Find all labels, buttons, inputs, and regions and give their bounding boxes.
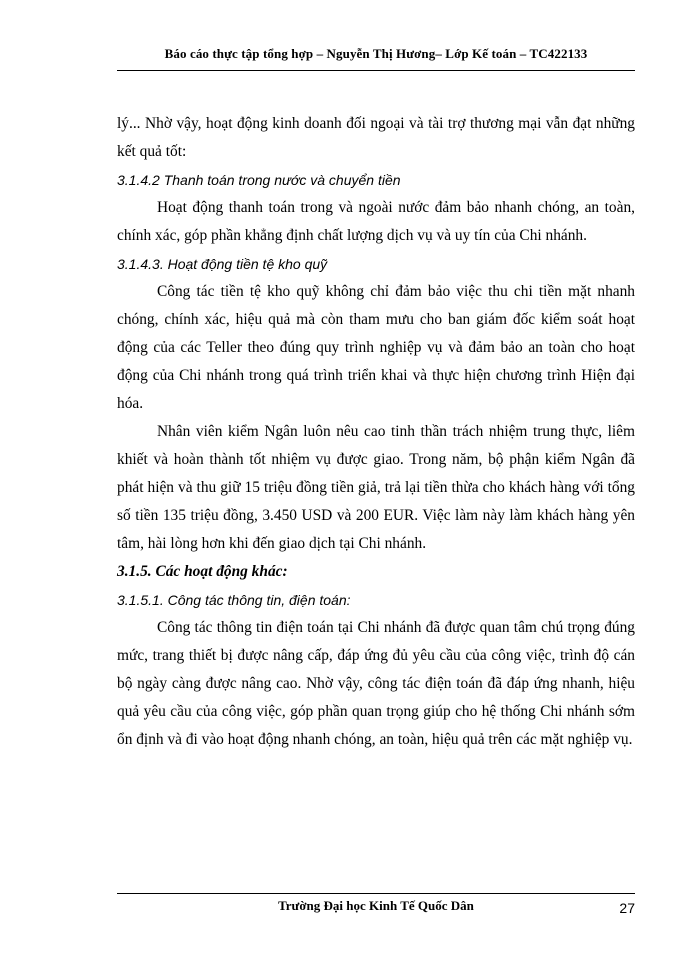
heading-3-1-4-2: 3.1.4.2 Thanh toán trong nước và chuyển tiền xyxy=(117,172,401,188)
paragraph-payment: Hoạt động thanh toán trong và ngoài nước đảm bảo nhanh chóng, an toàn, chính xác, góp phần khẳng định chất lượng dịch vụ và uy tín của Chi nhánh. xyxy=(117,199,635,244)
paragraph-cash-staff: Nhân viên kiểm Ngân luôn nêu cao tinh thần trách nhiệm trung thực, liêm khiết và hoàn thành tốt nhiệm vụ được giao. Trong năm, bộ phận kiểm Ngân đã phát hiện và thu giữ 15 triệu đồng tiền giả, trả lại tiền thừa cho khách hàng với tổng số tiền 135 triệu đồng, 3.450 USD và 200 EUR. Việc làm này làm khách hàng yên tâm, hài lòng hơn khi đến giao dịch tại Chi nhánh. xyxy=(117,423,635,552)
page-body xyxy=(117,110,635,754)
paragraph-treasury: Công tác tiền tệ kho quỹ không chỉ đảm bảo việc thu chi tiền mặt nhanh chóng, chính xác, hiệu quả mà còn tham mưu cho ban giám đốc kiểm soát hoạt động của các Teller theo đúng quy trình nghiệp vụ và đảm bảo an toàn cho hoạt động của Chi nhánh trong quá trình triển khai và thực hiện chương trình Hiện đại hóa. xyxy=(117,283,635,412)
paragraph-it: Công tác thông tin điện toán tại Chi nhánh đã được quan tâm chú trọng đúng mức, trang thiết bị được nâng cấp, đáp ứng đủ yêu cầu của công việc, trình độ cán bộ ngày càng được nâng cao. Nhờ vậy, công tác điện toán đã đáp ứng nhanh, hiệu quả yêu cầu của công việc, góp phần quan trọng giúp cho hệ thống Chi nhánh sớm ổn định và đi vào hoạt động nhanh chóng, an toàn, hiệu quả trên các mặt nghiệp vụ. xyxy=(117,619,635,748)
heading-3-1-5: 3.1.5. Các hoạt động khác: xyxy=(117,563,288,580)
page-number: 27 xyxy=(619,900,635,916)
heading-3-1-4-3: 3.1.4.3. Hoạt động tiền tệ kho quỹ xyxy=(117,256,328,272)
page-header: Báo cáo thực tập tổng hợp – Nguyễn Thị Hương– Lớp Kế toán – TC422133 xyxy=(164,46,588,61)
paragraph-intro: lý... Nhờ vậy, hoạt động kinh doanh đối ngoại và tài trợ thương mại vẫn đạt những kết quả tốt: xyxy=(117,115,635,160)
page-footer: Trường Đại học Kinh Tế Quốc Dân xyxy=(278,898,474,913)
header-divider xyxy=(117,70,635,71)
heading-3-1-5-1: 3.1.5.1. Công tác thông tin, điện toán: xyxy=(117,592,351,608)
footer-divider xyxy=(117,893,635,894)
